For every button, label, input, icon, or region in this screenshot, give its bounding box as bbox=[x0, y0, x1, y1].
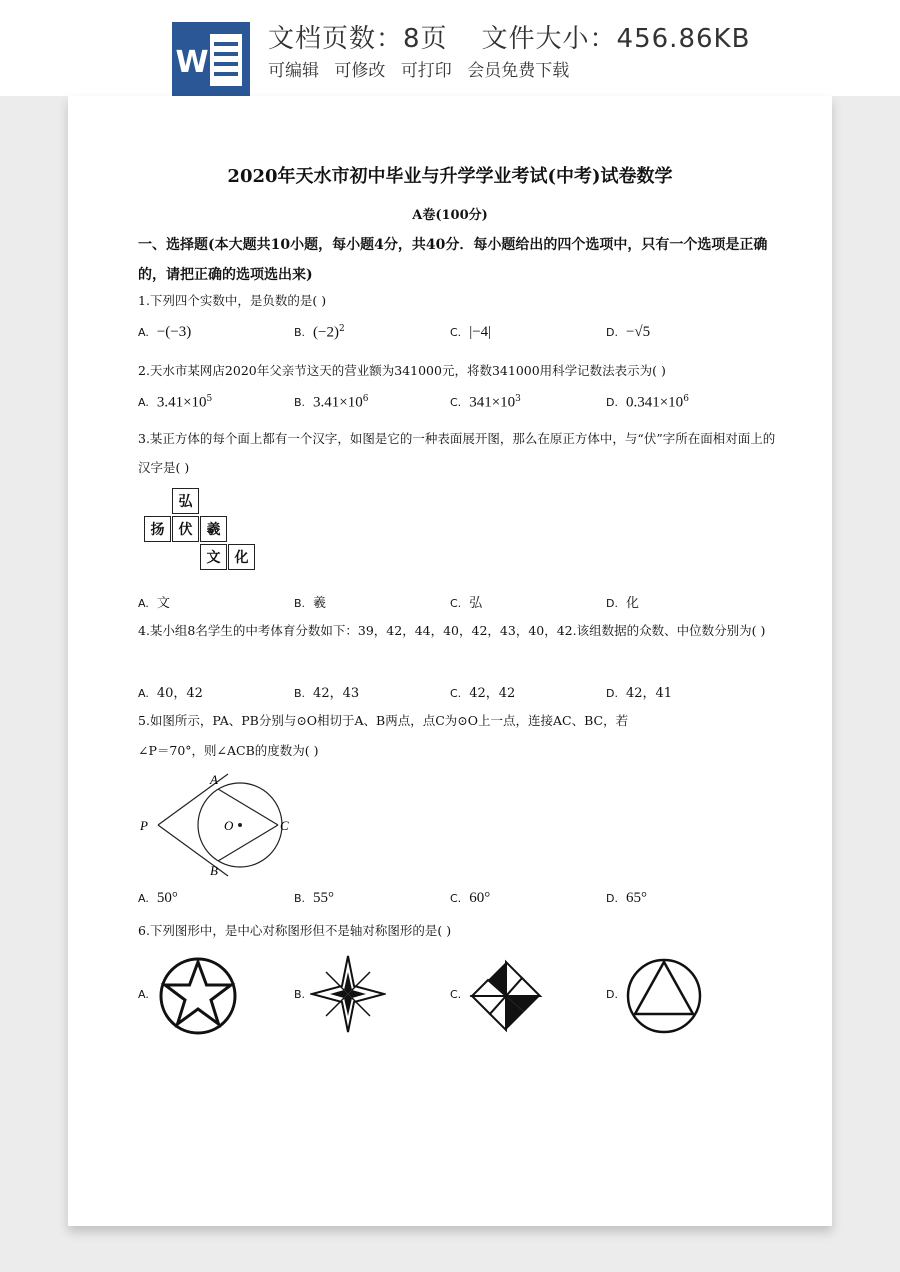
option-b: B. $3.41\times 10^6$ bbox=[294, 394, 369, 411]
document-page bbox=[68, 96, 832, 1226]
option-d: D. 42，41 bbox=[606, 686, 673, 701]
tangent-circle-figure bbox=[138, 772, 308, 882]
option-a: A. 文 bbox=[138, 596, 170, 611]
option-b: B. $(-2)^2$ bbox=[294, 324, 345, 341]
option-c: C. 弘 bbox=[450, 596, 483, 611]
option-a: A. 50° bbox=[138, 890, 178, 906]
center-point bbox=[238, 823, 242, 827]
triangle-in-circle-icon bbox=[624, 956, 704, 1036]
tag-modifiable: 可修改 bbox=[334, 61, 386, 81]
option-d: D. −√5 bbox=[606, 324, 651, 340]
label-p: P bbox=[140, 818, 148, 833]
question-5-line-2: ∠P＝70°，则∠ACB的度数为( ) bbox=[138, 743, 319, 758]
option-b: B. 羲 bbox=[294, 596, 327, 611]
option-a-label: A. bbox=[138, 988, 149, 1001]
net-cell: 弘 bbox=[172, 488, 199, 514]
option-a: A. −(−3) bbox=[138, 324, 192, 340]
net-cell: 扬 bbox=[144, 516, 171, 542]
option-c: C. |−4| bbox=[450, 324, 492, 340]
option-a: A. $3.41\times 10^5$ bbox=[138, 394, 213, 411]
question-3-options bbox=[138, 592, 778, 614]
section-heading: 一、选择题(本大题共10小题，每小题4分，共40分．每小题给出的四个选项中，只有一个选项是正确的，请把正确的选项选出来) bbox=[138, 237, 768, 283]
label-c: C bbox=[280, 818, 289, 833]
option-c: C. $341\times 10^3$ bbox=[450, 394, 521, 411]
label-a: A bbox=[210, 772, 218, 787]
svg-text:W: W bbox=[175, 45, 209, 80]
question-3: 3.某正方体的每个面上都有一个汉字，如图是它的一种表面展开图，那么在原正方体中，与“伏”字所在面相对面上的汉字是( ) bbox=[138, 431, 776, 475]
option-c: C. 60° bbox=[450, 890, 491, 906]
option-d-label: D. bbox=[606, 988, 618, 1001]
option-b-label: B. bbox=[294, 988, 306, 1001]
question-1-options bbox=[138, 324, 778, 346]
file-size: 文件大小：456.86KB bbox=[481, 24, 751, 54]
label-b: B bbox=[210, 863, 218, 878]
option-d: D. 65° bbox=[606, 890, 647, 906]
question-2: 2.天水市某网店2020年父亲节这天的营业额为341000元，将数341000用科学记数法表示为( ) bbox=[138, 363, 666, 378]
question-5-options bbox=[138, 890, 778, 912]
star-in-circle-icon bbox=[158, 956, 238, 1036]
option-b: B. 42，43 bbox=[294, 686, 360, 701]
net-cell: 羲 bbox=[200, 516, 227, 542]
compass-star-icon bbox=[310, 954, 386, 1034]
question-2-options bbox=[138, 394, 778, 416]
question-1: 1.下列四个实数中，是负数的是( ) bbox=[138, 293, 327, 308]
net-cell: 文 bbox=[200, 544, 227, 570]
question-6: 6.下列图形中，是中心对称图形但不是轴对称图形的是( ) bbox=[138, 923, 452, 938]
question-4: 4.某小组8名学生的中考体育分数如下：39，42，44，40，42，43，40，42.该组数据的众数、中位数分别为( ) bbox=[138, 623, 766, 638]
question-4-options bbox=[138, 682, 778, 704]
doc-title: 2020年天水市初中毕业与升学学业考试(中考)试卷数学 bbox=[227, 166, 673, 187]
cube-net-figure bbox=[144, 488, 264, 578]
net-cell: 化 bbox=[228, 544, 255, 570]
tag-editable: 可编辑 bbox=[268, 61, 319, 81]
doc-subtitle: A卷(100分) bbox=[412, 208, 488, 223]
word-doc-icon bbox=[172, 22, 250, 96]
option-c: C. 42，42 bbox=[450, 686, 516, 701]
option-d: D. $0.341\times 10^6$ bbox=[606, 394, 689, 411]
page-count: 文档页数：8页 bbox=[268, 24, 448, 54]
file-meta bbox=[268, 18, 750, 55]
file-tags bbox=[268, 56, 579, 81]
option-c-label: C. bbox=[450, 988, 462, 1001]
option-b: B. 55° bbox=[294, 890, 335, 906]
question-5-line-1: 5.如图所示，PA、PB分别与⊙O相切于A、B两点，点C为⊙O上一点，连接AC、BC，若 bbox=[138, 713, 629, 728]
label-o: O bbox=[224, 818, 234, 833]
option-a: A. 40，42 bbox=[138, 686, 203, 701]
pinwheel-icon bbox=[466, 956, 546, 1036]
tag-member-download: 会员免费下载 bbox=[467, 61, 570, 81]
header-bar bbox=[0, 0, 900, 96]
tag-printable: 可打印 bbox=[400, 61, 452, 81]
option-d: D. 化 bbox=[606, 596, 639, 611]
net-cell: 伏 bbox=[172, 516, 199, 542]
